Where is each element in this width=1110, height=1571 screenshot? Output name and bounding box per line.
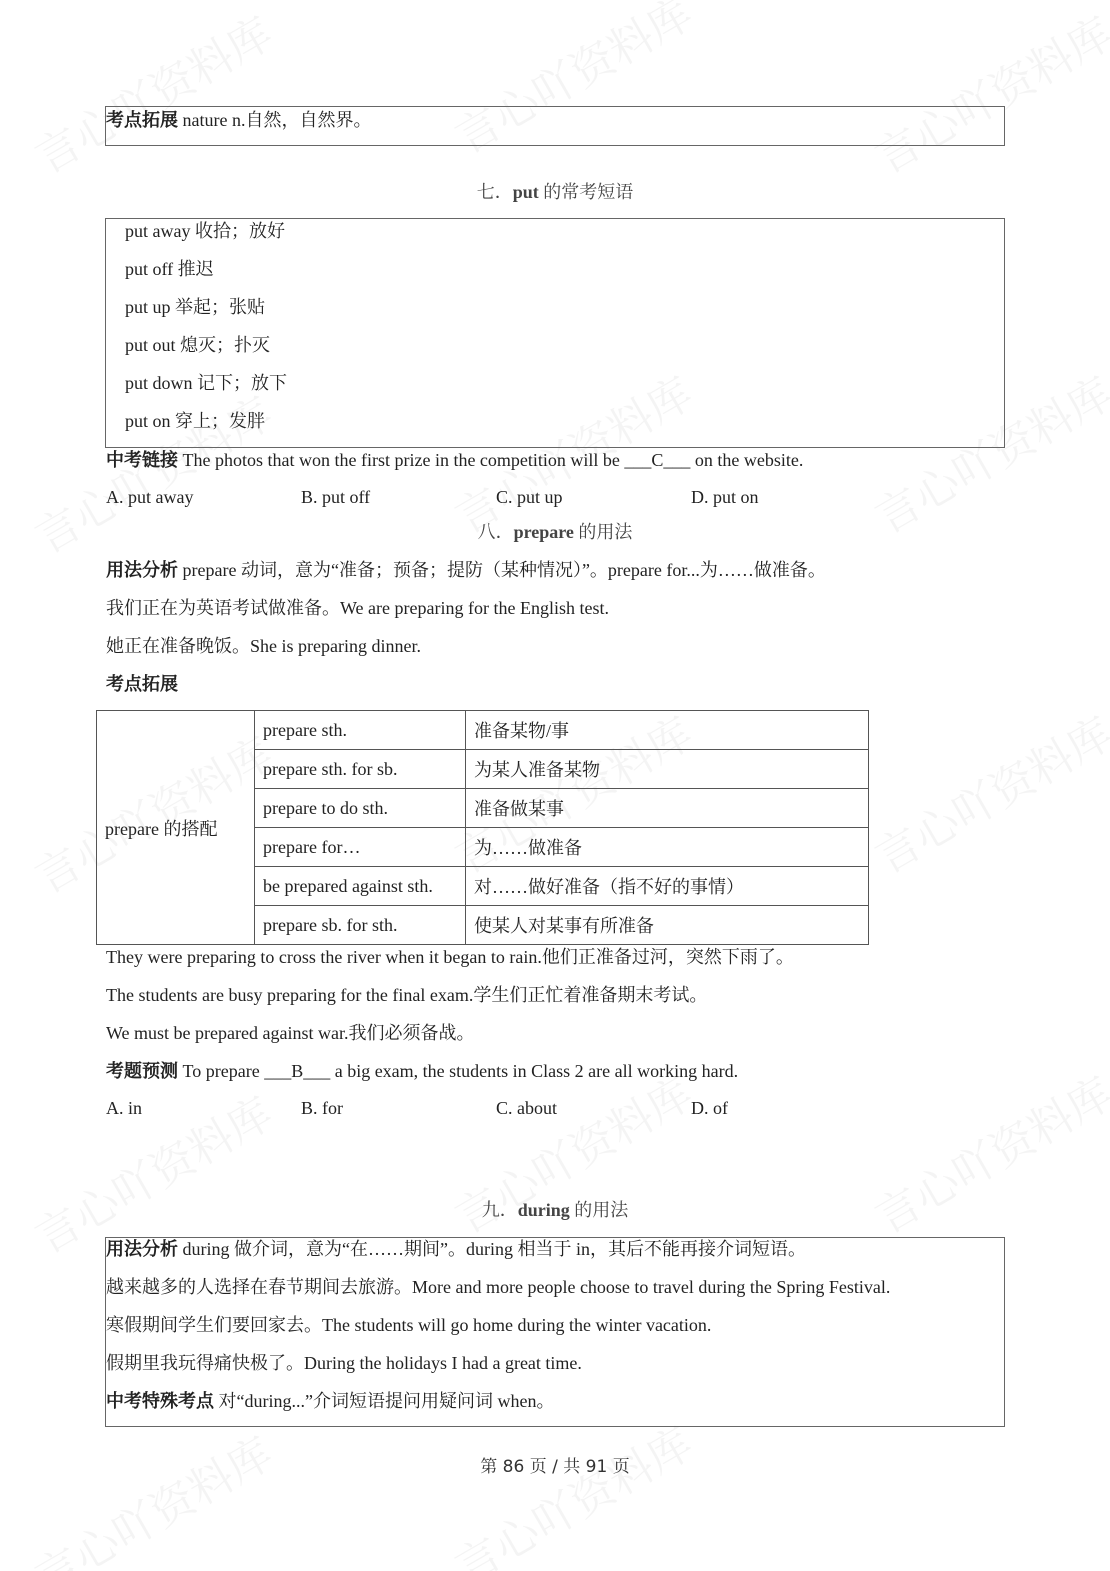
watermark (862, 0, 1110, 186)
word: during (517, 1200, 570, 1220)
cell: prepare to do sth. (255, 789, 466, 828)
cell: 为……做准备 (466, 828, 869, 867)
watermark (22, 0, 283, 186)
rest: 的用法 (569, 1200, 629, 1220)
phrase: put down 记下；放下 (125, 373, 287, 393)
exam-link (106, 449, 803, 471)
option: A. in (106, 1098, 142, 1118)
example: 我们正在为英语考试做准备。We are preparing for the English test. (106, 598, 609, 618)
prediction (106, 1060, 738, 1082)
label: 用法分析 (106, 1239, 178, 1259)
cell: prepare for… (255, 828, 466, 867)
usage-analysis (106, 559, 826, 581)
label: 用法分析 (106, 560, 178, 580)
watermark (22, 1418, 283, 1571)
section-9-title (0, 1199, 1110, 1221)
option: A. put away (106, 487, 194, 507)
example: 假期里我玩得痛快极了。During the holidays I had a great time. (106, 1353, 582, 1373)
word: prepare (513, 522, 574, 542)
extension-label: 考点拓展 (106, 674, 178, 694)
cell: 使某人对某事有所准备 (466, 906, 869, 945)
row-header: prepare 的搭配 (97, 711, 255, 945)
option: B. put off (301, 487, 371, 507)
example: They were preparing to cross the river when it began to rain.他们正准备过河，突然下雨了。 (106, 947, 794, 967)
option: B. for (301, 1098, 343, 1118)
special-point (106, 1390, 554, 1412)
text: The photos that won the first prize in the competition will be ___C___ on the website. (178, 450, 804, 470)
label: 中考链接 (106, 450, 178, 470)
label: 中考特殊考点 (106, 1391, 214, 1411)
watermark (442, 1408, 703, 1571)
rest: 的常考短语 (538, 182, 634, 202)
example: 越来越多的人选择在春节期间去旅游。More and more people choose to travel during the Spring Festival. (106, 1277, 891, 1297)
text: 对“during...”介词短语提问用疑问词 when。 (214, 1391, 555, 1411)
example: The students are busy preparing for the final exam.学生们正忙着准备期末考试。 (106, 985, 708, 1005)
prepare-collocation-table (96, 710, 869, 945)
example: We must be prepared against war.我们必须备战。 (106, 1023, 475, 1043)
cell: 为某人准备某物 (466, 750, 869, 789)
label: 考题预测 (106, 1061, 178, 1081)
section-7-title (0, 181, 1110, 203)
example: 她正在准备晚饭。She is preparing dinner. (106, 636, 421, 656)
cell: prepare sth. (255, 711, 466, 750)
text: during 做介词，意为“在……期间”。during 相当于 in，其后不能再接介词短语。 (178, 1239, 806, 1259)
watermark (862, 698, 1110, 885)
rest: 的用法 (573, 522, 633, 542)
label: 考点拓展 (106, 110, 178, 130)
section-8-title (0, 521, 1110, 543)
cell: prepare sb. for sth. (255, 906, 466, 945)
option: C. about (496, 1098, 557, 1118)
num: 七． (476, 182, 513, 202)
example: 寒假期间学生们要回家去。The students will go home during the winter vacation. (106, 1315, 712, 1335)
text: nature n.自然，自然界。 (178, 110, 372, 130)
cell: 准备做某事 (466, 789, 869, 828)
phrase: put off 推迟 (125, 259, 214, 279)
option: C. put up (496, 487, 563, 507)
table-row (97, 711, 869, 750)
text: To prepare ___B___ a big exam, the students in Class 2 are all working hard. (178, 1061, 739, 1081)
nature-note (106, 109, 371, 131)
word: put (512, 182, 539, 202)
option: D. of (691, 1098, 728, 1118)
page-footer: 第 86 页 / 共 91 页 (480, 1457, 630, 1477)
cell: prepare sth. for sb. (255, 750, 466, 789)
num: 九． (481, 1200, 518, 1220)
cell: be prepared against sth. (255, 867, 466, 906)
usage-analysis (106, 1238, 806, 1260)
phrase: put up 举起；张贴 (125, 297, 266, 317)
num: 八． (477, 522, 514, 542)
cell: 准备某物/事 (466, 711, 869, 750)
phrase: put away 收拾；放好 (125, 221, 285, 241)
text: prepare 动词，意为“准备；预备；提防（某种情况）”。prepare for...为……做准备。 (178, 560, 826, 580)
option: D. put on (691, 487, 759, 507)
phrase: put out 熄灭；扑灭 (125, 335, 271, 355)
cell: 对……做好准备（指不好的事情） (466, 867, 869, 906)
phrase: put on 穿上；发胖 (125, 411, 266, 431)
